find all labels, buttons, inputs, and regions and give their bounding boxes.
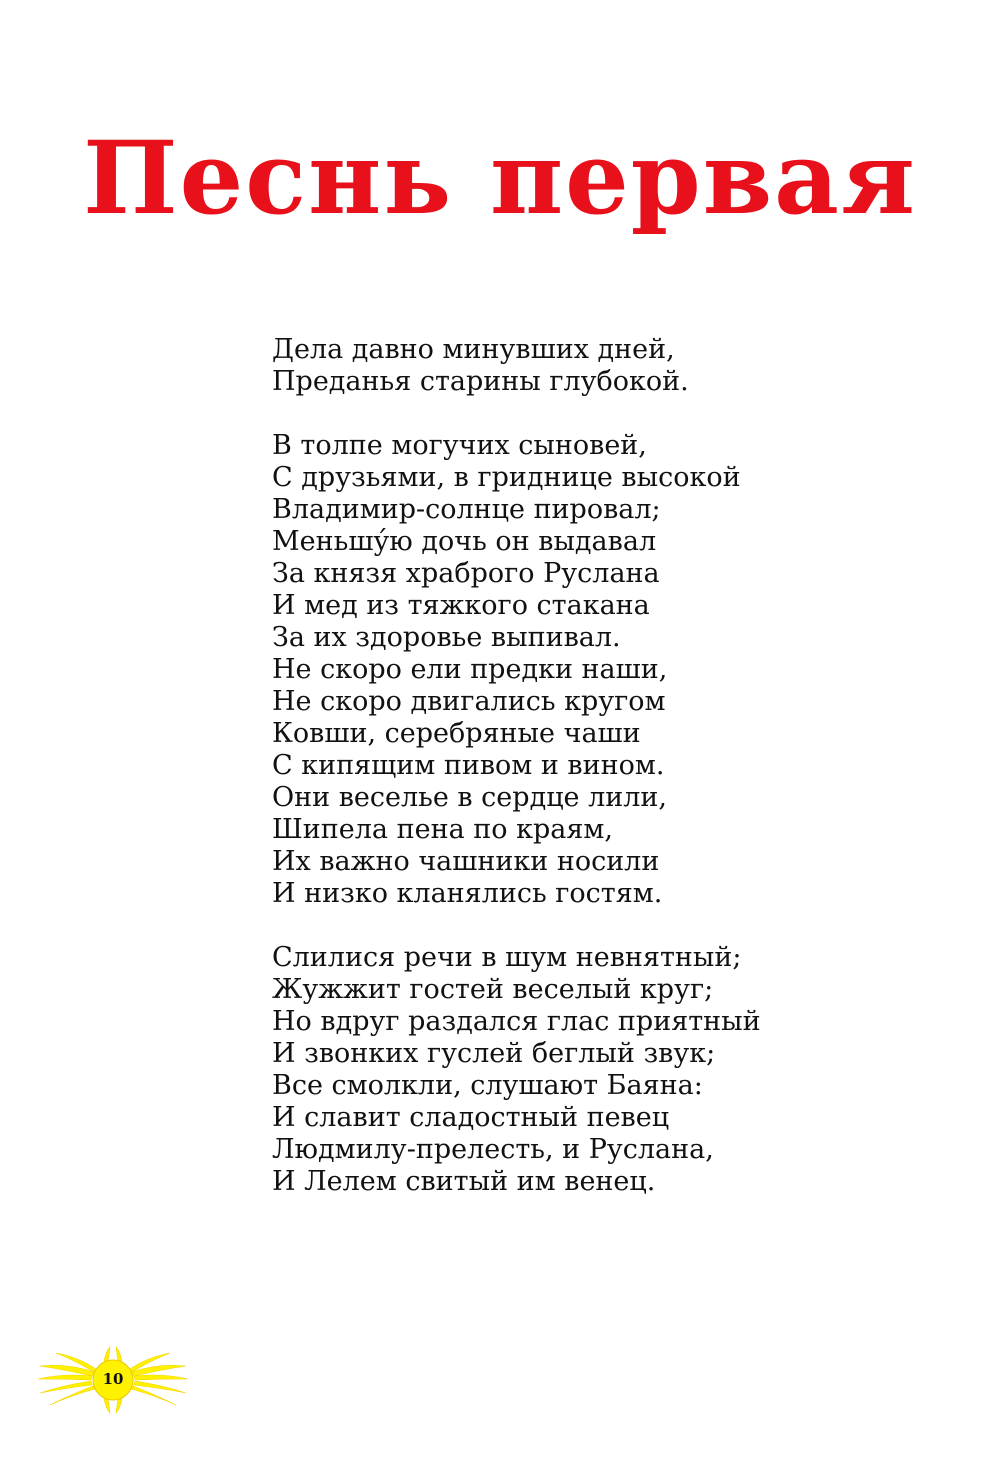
- poem-line: В толпе могучих сыновей,: [272, 430, 647, 461]
- poem-line: Но вдруг раздался глас приятный: [272, 1006, 761, 1037]
- stanza-1: [272, 334, 972, 398]
- poem-line: Слилися речи в шум невнятный;: [272, 942, 742, 973]
- poem-line: С кипящим пивом и вином.: [272, 750, 665, 781]
- page-number: 10: [102, 1370, 124, 1388]
- poem-line: И Лелем свитый им венец.: [272, 1166, 656, 1197]
- poem-line: Ковши, серебряные чаши: [272, 718, 641, 749]
- poem-line: Меньшу́ю дочь он выдавал: [272, 526, 657, 557]
- poem-line: Шипела пена по краям,: [272, 814, 613, 845]
- page-number-marker: [38, 1345, 188, 1415]
- poem-line: И звонких гуслей беглый звук;: [272, 1038, 716, 1069]
- poem-line: Владимир-солнце пировал;: [272, 494, 661, 525]
- stanza-3: [272, 942, 972, 1198]
- poem-body: [272, 334, 972, 1198]
- poem-line: И низко кланялись гостям.: [272, 878, 663, 909]
- poem-line: И мед из тяжкого стакана: [272, 590, 650, 621]
- poem-line: Преданья старины глубокой.: [272, 366, 689, 397]
- poem-line: Людмилу-прелесть, и Руслана,: [272, 1134, 714, 1165]
- stanza-2: [272, 430, 972, 910]
- poem-line: Все смолкли, слушают Баяна:: [272, 1070, 703, 1101]
- poem-line: Не скоро ели предки наши,: [272, 654, 668, 685]
- poem-line: Жужжит гостей веселый круг;: [272, 974, 714, 1005]
- poem-line: С друзьями, в гриднице высокой: [272, 462, 741, 493]
- poem-line: Они веселье в сердце лили,: [272, 782, 667, 813]
- poem-line: За князя храброго Руслана: [272, 558, 660, 589]
- poem-line: Их важно чашники носили: [272, 846, 660, 877]
- poem-line: За их здоровье выпивал.: [272, 622, 621, 653]
- poem-line: Дела давно минувших дней,: [272, 334, 675, 365]
- page-title: Песнь первая: [83, 119, 917, 237]
- poem-line: И славит сладостный певец: [272, 1102, 670, 1133]
- poem-line: Не скоро двигались кругом: [272, 686, 666, 717]
